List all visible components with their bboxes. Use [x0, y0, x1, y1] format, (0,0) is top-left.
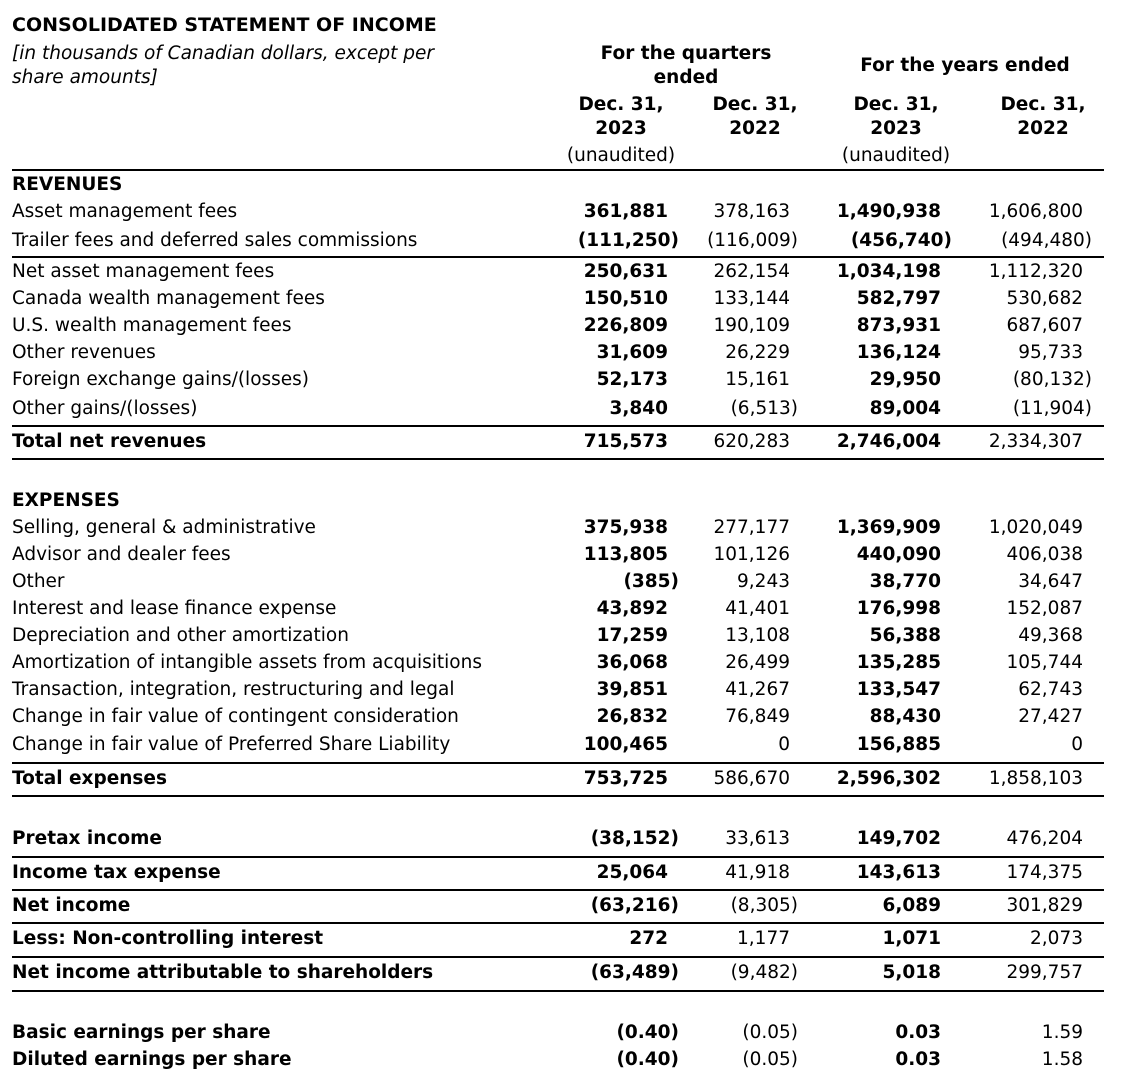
cell-y2022: 152,087	[1006, 598, 1083, 619]
cell-y2022: 687,607	[1006, 315, 1083, 336]
table-row-net-income	[0, 892, 1129, 919]
cell-q2022: 41,918	[725, 862, 790, 883]
cell-y2022: 174,375	[1006, 862, 1083, 883]
table-row-income-tax	[0, 859, 1129, 886]
cell-y2023: 143,613	[856, 862, 941, 883]
years-group-header: For the years ended	[860, 55, 1070, 76]
cell-y2022: (494,480)	[1001, 230, 1092, 251]
total-rule-bottom	[12, 458, 1104, 460]
cell-q2022: 620,283	[713, 431, 790, 452]
cell-q2023: (38,152)	[590, 828, 679, 849]
cell-q2023: 17,259	[596, 625, 668, 646]
row-label: Total net revenues	[12, 431, 207, 452]
cell-q2022: 26,229	[725, 342, 790, 363]
row-rule	[12, 889, 1104, 891]
cell-y2022: 1,112,320	[988, 261, 1083, 282]
row-label: Other	[12, 571, 65, 592]
cell-y2022: 530,682	[1006, 288, 1083, 309]
cell-q2023: (0.40)	[616, 1049, 679, 1070]
row-label: Total expenses	[12, 768, 167, 789]
cell-y2023: 136,124	[856, 342, 941, 363]
column-header-q2022	[690, 93, 820, 141]
cell-y2023: 133,547	[856, 679, 941, 700]
column-note-q2023: (unaudited)	[566, 145, 676, 166]
cell-y2022: 1,858,103	[988, 768, 1083, 789]
column-year: 2023	[870, 118, 922, 139]
cell-q2023: 43,892	[596, 598, 668, 619]
cell-q2023: 26,832	[596, 706, 668, 727]
cell-y2023: (456,740)	[850, 230, 952, 251]
row-label: Selling, general & administrative	[12, 517, 316, 538]
column-date: Dec. 31,	[853, 94, 939, 115]
table-row-diluted-eps	[0, 1046, 1129, 1073]
row-rule	[12, 956, 1104, 958]
cell-q2022: (9,482)	[730, 962, 798, 983]
table-row	[0, 258, 1129, 285]
total-rule-top	[12, 762, 1104, 764]
section-heading-expenses	[0, 487, 1129, 514]
cell-q2022: 101,126	[713, 544, 790, 565]
table-row	[0, 568, 1129, 595]
cell-y2023: 1,369,909	[836, 517, 941, 538]
row-label: Pretax income	[12, 828, 162, 849]
table-row	[0, 541, 1129, 568]
column-date: Dec. 31,	[1000, 94, 1086, 115]
row-label: Other revenues	[12, 342, 156, 363]
total-rule-bottom	[12, 795, 1104, 797]
row-label: Income tax expense	[12, 862, 221, 883]
table-row	[0, 285, 1129, 312]
cell-q2022: 0	[778, 734, 790, 755]
cell-y2023: 38,770	[869, 571, 941, 592]
cell-y2022: 95,733	[1018, 342, 1083, 363]
table-row	[0, 514, 1129, 541]
column-header-q2023	[556, 93, 686, 141]
cell-y2023: 0.03	[895, 1022, 941, 1043]
table-row	[0, 312, 1129, 339]
cell-y2022: 299,757	[1006, 962, 1083, 983]
cell-y2022: 27,427	[1018, 706, 1083, 727]
cell-y2022: 62,743	[1018, 679, 1083, 700]
cell-y2022: (80,132)	[1012, 369, 1092, 390]
cell-y2023: 2,746,004	[836, 431, 941, 452]
table-row-pretax-income	[0, 825, 1129, 852]
cell-y2023: 29,950	[869, 369, 941, 390]
cell-q2022: 190,109	[713, 315, 790, 336]
row-label: Change in fair value of Preferred Share Liability	[12, 734, 451, 755]
cell-y2023: 135,285	[856, 652, 941, 673]
cell-q2023: (0.40)	[616, 1022, 679, 1043]
cell-y2023: 156,885	[856, 734, 941, 755]
section-label: EXPENSES	[12, 490, 120, 511]
cell-q2023: 753,725	[583, 768, 668, 789]
cell-q2022: 41,267	[725, 679, 790, 700]
row-label: Depreciation and other amortization	[12, 625, 349, 646]
section-heading-revenues	[0, 171, 1129, 198]
total-row-revenues	[0, 428, 1129, 455]
column-header-y2022	[978, 93, 1108, 141]
table-row	[0, 227, 1129, 254]
column-date: Dec. 31,	[578, 94, 664, 115]
table-row-net-income-shareholders	[0, 959, 1129, 986]
cell-q2022: 15,161	[725, 369, 790, 390]
cell-y2023: 873,931	[856, 315, 941, 336]
column-year: 2022	[1017, 118, 1069, 139]
cell-y2022: 34,647	[1018, 571, 1083, 592]
statement-subtitle: [in thousands of Canadian dollars, except per share amounts]	[12, 43, 434, 88]
statement-title: CONSOLIDATED STATEMENT OF INCOME	[12, 14, 437, 36]
cell-y2023: 6,089	[882, 895, 941, 916]
row-label: Asset management fees	[12, 201, 238, 222]
cell-y2022: 49,368	[1018, 625, 1083, 646]
cell-y2022: 476,204	[1006, 828, 1083, 849]
table-row	[0, 366, 1129, 393]
row-label: Less: Non-controlling interest	[12, 928, 324, 949]
cell-y2023: 582,797	[856, 288, 941, 309]
total-rule-top	[12, 425, 1104, 427]
cell-y2023: 89,004	[869, 398, 941, 419]
row-label: Foreign exchange gains/(losses)	[12, 369, 310, 390]
table-row	[0, 703, 1129, 730]
cell-q2022: (116,009)	[707, 230, 798, 251]
cell-y2023: 1,071	[882, 928, 941, 949]
table-row	[0, 622, 1129, 649]
cell-q2022: (0.05)	[742, 1022, 798, 1043]
cell-y2022: 2,334,307	[988, 431, 1083, 452]
cell-y2022: 1.58	[1041, 1049, 1083, 1070]
cell-q2022: 41,401	[725, 598, 790, 619]
column-date: Dec. 31,	[712, 94, 798, 115]
cell-q2022: (8,305)	[730, 895, 798, 916]
cell-q2022: 1,177	[737, 928, 790, 949]
cell-y2022: 2,073	[1030, 928, 1083, 949]
row-label: Change in fair value of contingent consideration	[12, 706, 459, 727]
cell-y2023: 1,490,938	[836, 201, 941, 222]
cell-y2023: 440,090	[856, 544, 941, 565]
total-row-expenses	[0, 765, 1129, 792]
cell-y2023: 1,034,198	[836, 261, 941, 282]
row-label: Canada wealth management fees	[12, 288, 325, 309]
cell-q2022: 133,144	[713, 288, 790, 309]
cell-q2023: 361,881	[583, 201, 668, 222]
cell-q2023: (111,250)	[577, 230, 679, 251]
row-label: Diluted earnings per share	[12, 1049, 292, 1070]
quarters-group-header: For the quarters ended	[600, 43, 772, 88]
row-label: Transaction, integration, restructuring and legal	[12, 679, 455, 700]
row-rule	[12, 856, 1104, 858]
cell-q2022: 9,243	[737, 571, 790, 592]
cell-q2022: (0.05)	[742, 1049, 798, 1070]
row-label: Net income attributable to shareholders	[12, 962, 434, 983]
table-row	[0, 395, 1129, 422]
cell-q2022: (6,513)	[730, 398, 798, 419]
row-label: Basic earnings per share	[12, 1022, 271, 1043]
cell-y2022: 301,829	[1006, 895, 1083, 916]
row-label: Advisor and dealer fees	[12, 544, 231, 565]
section-label: REVENUES	[12, 174, 123, 195]
column-note-y2023: (unaudited)	[841, 145, 951, 166]
row-rule	[12, 990, 1104, 992]
cell-q2022: 586,670	[713, 768, 790, 789]
table-row	[0, 649, 1129, 676]
row-label: Trailer fees and deferred sales commissions	[12, 230, 418, 251]
cell-q2023: 226,809	[583, 315, 668, 336]
cell-q2023: 39,851	[596, 679, 668, 700]
cell-q2023: 250,631	[583, 261, 668, 282]
cell-q2022: 76,849	[725, 706, 790, 727]
row-label: Interest and lease finance expense	[12, 598, 337, 619]
cell-y2022: 0	[1071, 734, 1083, 755]
cell-q2022: 13,108	[725, 625, 790, 646]
cell-q2022: 378,163	[713, 201, 790, 222]
column-year: 2022	[729, 118, 781, 139]
column-header-y2023	[831, 93, 961, 141]
cell-q2022: 33,613	[725, 828, 790, 849]
cell-q2023: (63,489)	[590, 962, 679, 983]
table-row-non-controlling-interest	[0, 925, 1129, 952]
cell-y2022: 1.59	[1041, 1022, 1083, 1043]
cell-q2023: 150,510	[583, 288, 668, 309]
row-label: Other gains/(losses)	[12, 398, 198, 419]
cell-q2023: 52,173	[596, 369, 668, 390]
cell-q2022: 277,177	[713, 517, 790, 538]
table-row	[0, 731, 1129, 758]
cell-q2023: 3,840	[609, 398, 668, 419]
row-label: U.S. wealth management fees	[12, 315, 292, 336]
cell-q2022: 26,499	[725, 652, 790, 673]
cell-q2023: 36,068	[596, 652, 668, 673]
cell-q2023: 31,609	[596, 342, 668, 363]
cell-q2023: 25,064	[596, 862, 668, 883]
table-row	[0, 339, 1129, 366]
table-row	[0, 595, 1129, 622]
cell-y2023: 56,388	[869, 625, 941, 646]
cell-q2023: (385)	[623, 571, 679, 592]
cell-y2023: 0.03	[895, 1049, 941, 1070]
row-rule	[12, 922, 1104, 924]
cell-y2023: 88,430	[869, 706, 941, 727]
cell-q2023: (63,216)	[590, 895, 679, 916]
cell-q2022: 262,154	[713, 261, 790, 282]
table-row	[0, 198, 1129, 225]
table-row-basic-eps	[0, 1019, 1129, 1046]
row-label: Amortization of intangible assets from acquisitions	[12, 652, 482, 673]
cell-q2023: 113,805	[583, 544, 668, 565]
column-year: 2023	[595, 118, 647, 139]
cell-y2023: 149,702	[856, 828, 941, 849]
cell-q2023: 375,938	[583, 517, 668, 538]
row-label: Net asset management fees	[12, 261, 275, 282]
cell-y2022: 1,606,800	[988, 201, 1083, 222]
cell-y2023: 176,998	[856, 598, 941, 619]
cell-q2023: 100,465	[583, 734, 668, 755]
cell-y2023: 5,018	[882, 962, 941, 983]
cell-y2022: (11,904)	[1012, 398, 1092, 419]
row-label: Net income	[12, 895, 131, 916]
table-row	[0, 676, 1129, 703]
cell-y2022: 406,038	[1006, 544, 1083, 565]
cell-y2022: 105,744	[1006, 652, 1083, 673]
cell-q2023: 272	[629, 928, 668, 949]
cell-y2023: 2,596,302	[836, 768, 941, 789]
cell-y2022: 1,020,049	[988, 517, 1083, 538]
cell-q2023: 715,573	[583, 431, 668, 452]
